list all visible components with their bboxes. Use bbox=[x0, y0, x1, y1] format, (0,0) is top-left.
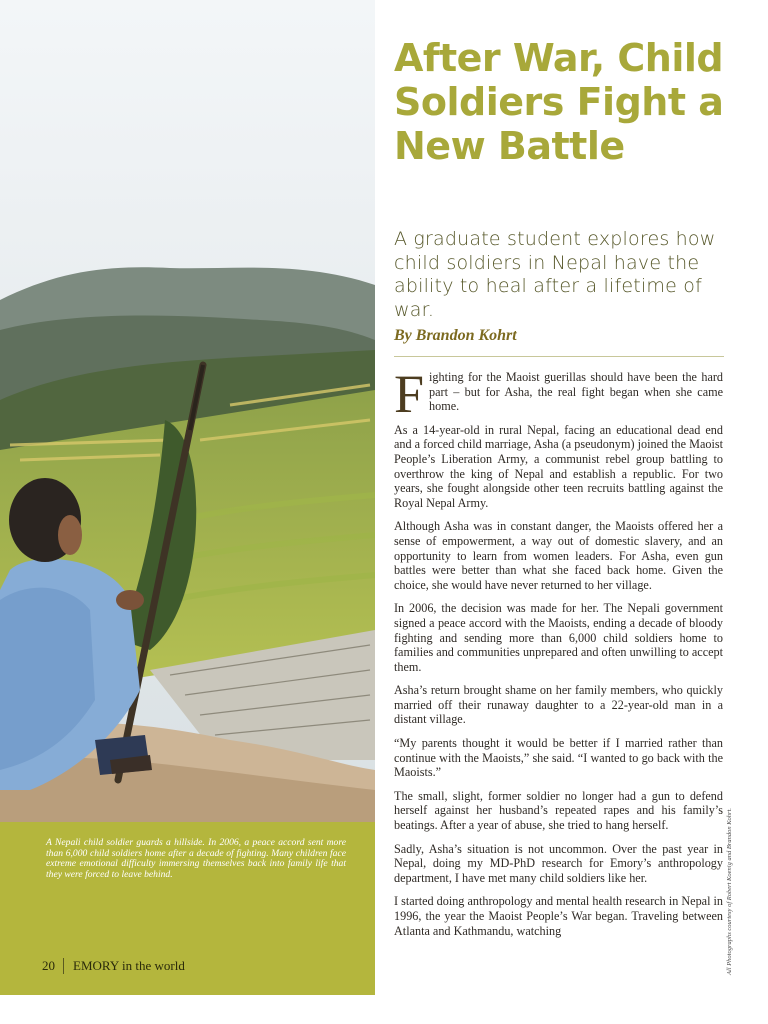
photo-child-soldier-hillside bbox=[0, 0, 375, 822]
article-paragraph: “My parents thought it would be better if I married rather than continue with the Maoists,” she said. “I wanted to go back with the Maoists.” bbox=[394, 736, 723, 780]
page-footer bbox=[42, 958, 185, 974]
article-paragraph: The small, slight, former soldier no longer had a gun to defend herself against her husband’s repeated rapes and his family’s beatings. After a year of abuse, she tried to hang herself. bbox=[394, 788, 723, 833]
section-name: EMORY in the world bbox=[73, 958, 185, 973]
article-body bbox=[394, 364, 723, 947]
article-paragraph: As a 14-year-old in rural Nepal, facing an educational dead end and a forced child marriage, Asha (a pseudonym) joined the Maoist People’s Liberation Army, a communist rebel group battling to overthrow the king of Nepal and establish a republic. For two years, she fought alongside other teen recruits battling against the Royal Nepal Army. bbox=[394, 422, 723, 510]
page-number: 20 bbox=[42, 958, 55, 973]
article-dek: A graduate student explores how child soldiers in Nepal have the ability to heal after a lifetime of war. bbox=[394, 228, 716, 321]
first-paragraph-text: ighting for the Maoist guerillas should have been the hard part – but for Asha, the real fight began when she came home. bbox=[429, 370, 723, 414]
article-title: After War, Child Soldiers Fight a New Battle bbox=[394, 36, 724, 168]
photo-credit: All Photographs courtesy of Robert Koenig and Brandon Kohrt. bbox=[726, 807, 733, 975]
divider bbox=[394, 356, 724, 357]
photo-caption: A Nepali child soldier guards a hillside. In 2006, a peace accord sent more than 6,000 child soldiers home after a decade of fighting. Many children face extreme emotional difficulty immersing themselves back into family life that they were forced to leave behind. bbox=[46, 837, 346, 880]
article-paragraph: I started doing anthropology and mental health research in Nepal in 1996, the year the Maoist People’s War began. Traveling between Atlanta and Kathmandu, watching bbox=[394, 894, 723, 938]
article-paragraph-1 bbox=[394, 364, 723, 424]
article-byline: By Brandon Kohrt bbox=[394, 327, 517, 344]
article-paragraph: In 2006, the decision was made for her. The Nepali government signed a peace accord with the Maoists, ending a decade of bloody fighting and sending more than 6,000 child soldiers home to families and communities unprepared and often unwilling to accept them. bbox=[394, 601, 723, 674]
article-paragraph: Although Asha was in constant danger, the Maoists offered her a sense of empowerment, a way out of domestic slavery, and an opportunity to learn from women leaders. For Asha, even gun battles were better than what she faced back home. Given the choice, she would have never returned to her village. bbox=[394, 519, 723, 592]
photo-child-soldier bbox=[0, 0, 375, 822]
article-paragraph: Asha’s return brought shame on her family members, who quickly married off their runaway daughter to a 22-year-old man in a distant village. bbox=[394, 683, 723, 727]
footer-divider bbox=[63, 958, 64, 974]
article-paragraph: Sadly, Asha’s situation is not uncommon. Over the past year in Nepal, doing my MD-PhD research for Emory’s anthropology department, I have met many child soldiers like her. bbox=[394, 841, 723, 885]
drop-cap: F bbox=[394, 364, 425, 424]
